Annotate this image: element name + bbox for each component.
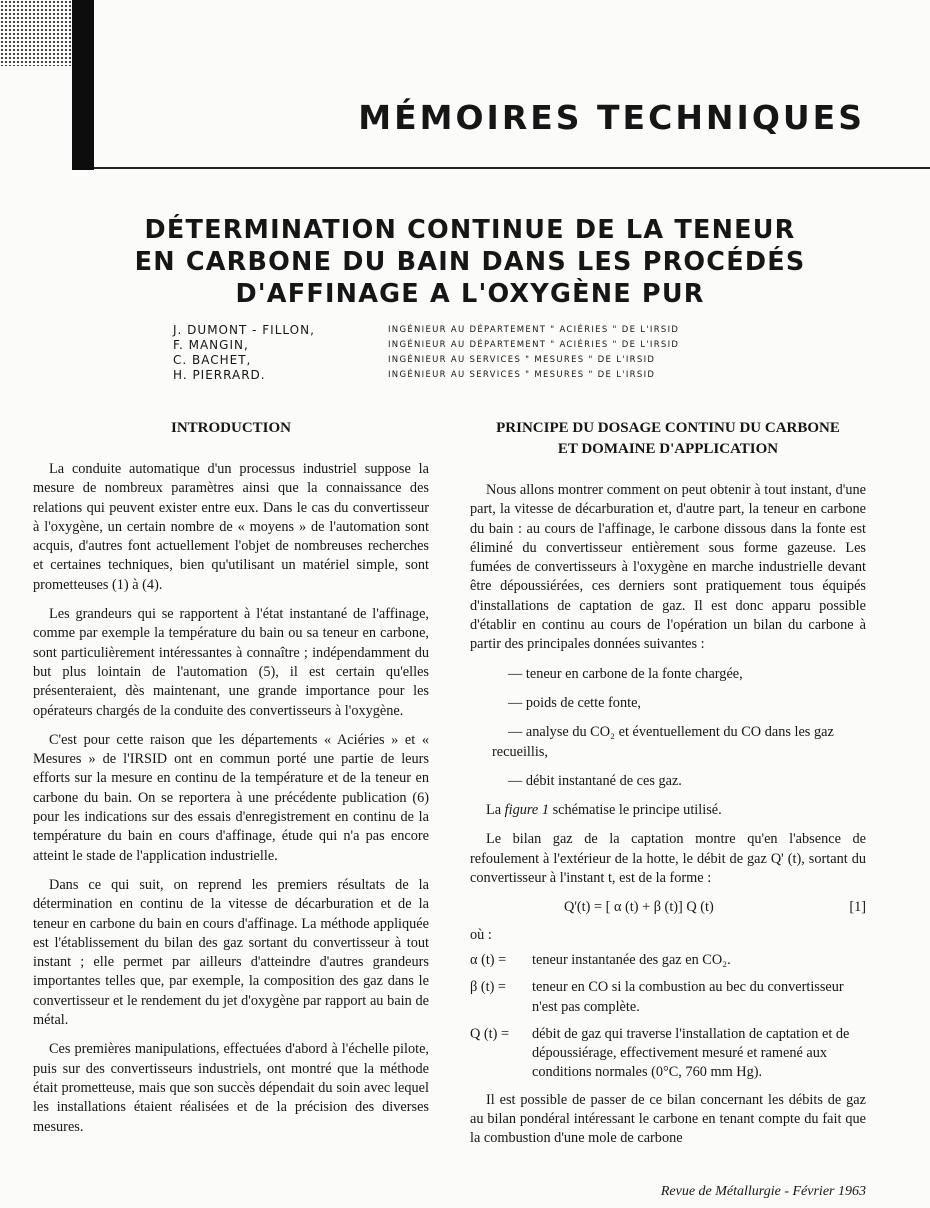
section-heading-principe	[470, 418, 866, 460]
equation-1	[564, 898, 866, 917]
where-label: où :	[470, 926, 492, 943]
author-affiliation: INGÉNIEUR AU SERVICES " MESURES " DE L'IRSID	[388, 354, 656, 365]
list-item: — analyse du CO₂ et éventuellement du CO dans les gaz recueillis,	[492, 724, 834, 760]
title-line-1: DÉTERMINATION CONTINUE DE LA TENEUR	[144, 215, 796, 245]
paragraph: La conduite automatique d'un processus industriel suppose la mesure de nombreux paramètres ainsi que la connaissance des relations qui peuvent exister entre eux. Dans le cas du convertisseur à l'oxygène, un certain nombre de « moyens » de l'automation sont acquis, d'autres font actuellement l'objet de nombreuses recherches et certaines techniques, bien qu'utilisant un matériel simple, sont prometteuses (1) à (4).	[33, 461, 429, 593]
author-affiliation: INGÉNIEUR AU DÉPARTEMENT " ACIÉRIES " DE L'IRSID	[388, 324, 680, 335]
author-name: C. BACHET,	[173, 352, 252, 367]
equation-body: Q'(t) = [ α (t) + β (t)] Q (t)	[564, 899, 714, 916]
right-column	[470, 418, 866, 1159]
figure-reference-paragraph	[470, 801, 866, 820]
author-name: J. DUMONT - FILLON,	[173, 322, 315, 337]
list-item: — débit instantané de ces gaz.	[508, 772, 682, 789]
heading-line-2: ET DOMAINE D'APPLICATION	[557, 441, 779, 457]
header-rule	[94, 167, 930, 169]
text: schématise le principe utilisé.	[549, 802, 722, 819]
author-row	[173, 367, 733, 382]
definition-row	[470, 978, 866, 1017]
paragraph: Les grandeurs qui se rapportent à l'état instantané de l'affinage, comme par exemple la température du bain ou sa teneur en carbone, sont particulièrement intéressantes à connaître ; indépendamment du but plus lointain de l'automation (5), il est certain qu'elles présenteraient, dès maintenant, une grande importance pour les opérateurs chargés de la conduite des convertisseurs à l'oxygène.	[33, 606, 429, 719]
heading-line-1: PRINCIPE DU DOSAGE CONTINU DU CARBONE	[496, 420, 840, 436]
header-black-bar	[72, 0, 94, 170]
section-heading-introduction: INTRODUCTION	[170, 420, 291, 436]
journal-footer: Revue de Métallurgie - Février 1963	[660, 1184, 866, 1199]
author-affiliation: INGÉNIEUR AU DÉPARTEMENT " ACIÉRIES " DE L'IRSID	[388, 339, 680, 350]
definition-row	[470, 1025, 866, 1083]
left-column	[33, 418, 429, 1147]
list-item: — poids de cette fonte,	[508, 694, 642, 711]
author-name: F. MANGIN,	[173, 337, 249, 352]
paragraph: Il est possible de passer de ce bilan concernant les débits de gaz au bilan pondéral intéressant le carbone en tenant compte du fait que la combustion d'une mole de carbone	[470, 1091, 866, 1147]
definition-symbol: β (t) =	[470, 979, 506, 996]
author-name: H. PIERRARD.	[173, 367, 266, 382]
author-row	[173, 337, 733, 352]
author-row	[173, 322, 733, 337]
paragraph: Ces premières manipulations, effectuées d'abord à l'échelle pilote, puis sur des convertisseurs industriels, ont montré que la méthode était prometteuse, mais que son succès dépendait du soin avec lequel les installations étaient réalisées et de la précision des diverses mesures.	[33, 1041, 429, 1135]
list-item: — teneur en carbone de la fonte chargée,	[508, 665, 743, 682]
author-row	[173, 352, 733, 367]
series-title: MÉMOIRES TECHNIQUES	[358, 98, 865, 137]
author-list	[173, 322, 733, 382]
halftone-dot-pattern	[0, 0, 72, 66]
title-line-2: EN CARBONE DU BAIN DANS LES PROCÉDÉS	[134, 247, 806, 277]
definition-text: débit de gaz qui traverse l'installation de captation et de dépoussiérage, effectivement mesuré et ramené aux conditions normales (0°C, 760 mm Hg).	[532, 1025, 850, 1081]
text: La	[486, 802, 505, 819]
figure-link: figure 1	[504, 802, 549, 819]
paragraph: Dans ce qui suit, on reprend les premiers résultats de la détermination en continu de la vitesse de décarburation et de la teneur en carbone du bain en cours d'affinage. La méthode appliquée est l'établissement du bilan des gaz sortant du convertisseur à tout instant ; elle permet par ailleurs d'atteindre d'autres grandeurs importantes telles que, par exemple, la composition des gaz dans le convertisseur et le rendement du jet d'oxygène par rapport au bain de métal.	[33, 876, 429, 1029]
equation-number: [1]	[849, 899, 866, 916]
definition-symbol: α (t) =	[470, 951, 507, 968]
definition-row	[470, 951, 866, 970]
paragraph: C'est pour cette raison que les départements « Aciéries » et « Mesures » de l'IRSID ont en commun porté une partie de leurs efforts sur la mesure en continu de la température et de la teneur en carbone du bain. On se reportera à une précédente publication (6) pour les indications sur des essais d'enregistrement en continu de la température du bain en cours d'affinage, étude qui n'a pas encore atteint le stade de l'application industrielle.	[33, 731, 429, 864]
paragraph: Nous allons montrer comment on peut obtenir à tout instant, d'une part, la vitesse de décarburation et, d'autre part, la teneur en carbone du bain : au cours de l'affinage, le carbone dissous dans la fonte est éliminé du convertisseur entièrement sous forme gazeuse. Les fumées de convertisseurs à l'oxygène en marche industrielle devant être dépoussiérées, ces derniers sont pratiquement tous équipés d'installations de captation de gaz. Il est donc apparu possible d'établir en continu au cours de l'opération un bilan du carbone à partir des principales données suivantes :	[470, 482, 866, 653]
paragraph: Le bilan gaz de la captation montre qu'en l'absence de refoulement à l'extérieur de la hotte, le débit de gaz Q' (t), sortant du convertisseur à l'instant t, est de la forme :	[470, 831, 866, 887]
definition-text: teneur instantanée des gaz en CO₂.	[532, 951, 731, 968]
article-title	[40, 214, 900, 310]
definition-symbol: Q (t) =	[470, 1025, 510, 1042]
title-line-3: D'AFFINAGE A L'OXYGÈNE PUR	[235, 279, 705, 309]
author-affiliation: INGÉNIEUR AU SERVICES " MESURES " DE L'IRSID	[388, 369, 656, 380]
definition-text: teneur en CO si la combustion au bec du convertisseur n'est pas complète.	[532, 979, 844, 1015]
